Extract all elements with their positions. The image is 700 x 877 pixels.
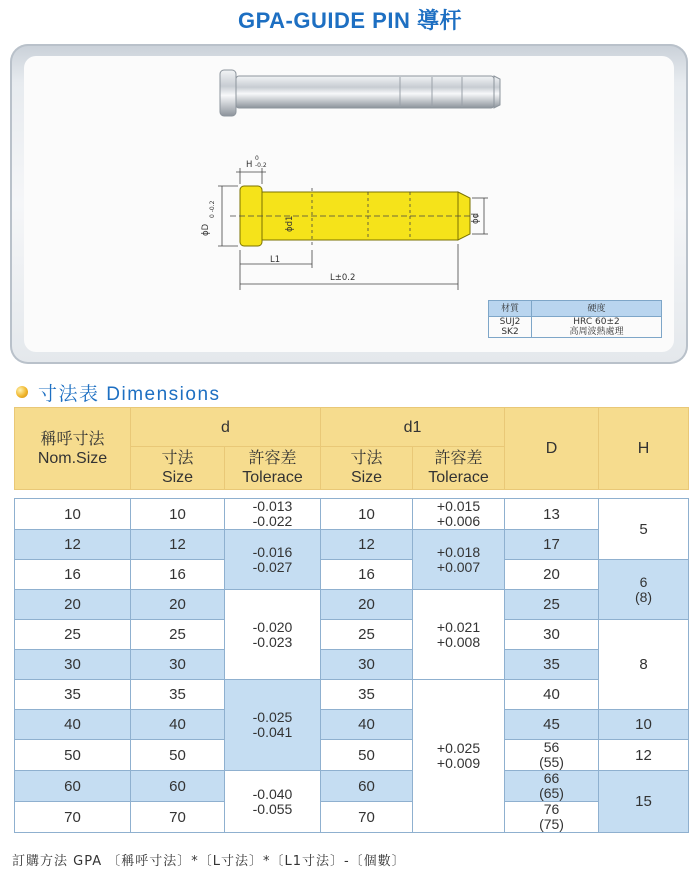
dimensions-table (14, 407, 689, 833)
big-d-value: 56 (543, 739, 560, 755)
d1-size-cell: 12 (321, 530, 413, 560)
phi-d-label: ϕd (471, 212, 481, 224)
d1-size-cell: 30 (321, 650, 413, 680)
l1-label: L1 (270, 255, 281, 265)
tol-upper: -0.025 (252, 709, 293, 725)
d-size-cell: 35 (131, 680, 225, 710)
h-cell: 12 (599, 740, 689, 771)
hardness-cell (532, 317, 662, 338)
d-tol-cell (225, 680, 321, 771)
big-d-cell (505, 771, 599, 802)
nom-size-cell: 70 (15, 802, 131, 833)
big-d-cell: 13 (505, 499, 599, 530)
header-size-en: Size (350, 469, 383, 486)
big-d-cell: 40 (505, 680, 599, 710)
big-d-value: 66 (543, 770, 560, 786)
nom-size-cell: 40 (15, 710, 131, 740)
header-d-size (131, 447, 225, 490)
tol-upper: -0.013 (252, 498, 293, 514)
d-size-cell: 10 (131, 499, 225, 530)
header-tol-en: Tolerace (428, 469, 489, 486)
h-cell: 5 (599, 499, 689, 560)
d1-tol-cell (413, 590, 505, 680)
h-cell: 8 (599, 620, 689, 710)
h-label: H (246, 160, 253, 170)
d-size-cell: 40 (131, 710, 225, 740)
material-sk2: SK2 (501, 327, 519, 337)
d-size-cell: 12 (131, 530, 225, 560)
table-row (15, 771, 689, 802)
header-d: d (131, 408, 321, 447)
phi-big-d-tol: 0 -0.2 (209, 200, 216, 218)
table-row (15, 590, 689, 620)
big-d-alt: (55) (539, 754, 564, 770)
tol-lower: +0.006 (436, 513, 481, 529)
hardness-treatment: 高周波熱處理 (569, 327, 624, 337)
tol-upper: +0.025 (436, 740, 481, 756)
d1-size-cell: 25 (321, 620, 413, 650)
header-size-en: Size (161, 469, 194, 486)
pin-photo (220, 70, 500, 116)
big-d-cell: 17 (505, 530, 599, 560)
table-row (15, 680, 689, 710)
d1-size-cell: 16 (321, 560, 413, 590)
material-header: 材質 (489, 301, 532, 317)
table-row (15, 560, 689, 590)
d-size-cell: 16 (131, 560, 225, 590)
nom-size-cell: 20 (15, 590, 131, 620)
big-d-cell (505, 740, 599, 771)
nom-size-cell: 35 (15, 680, 131, 710)
big-d-alt: (65) (539, 785, 564, 801)
big-d-cell: 45 (505, 710, 599, 740)
header-big-d: D (505, 408, 599, 490)
table-row (15, 650, 689, 680)
section-title: 寸法表 Dimensions (38, 383, 221, 405)
header-tol-cn: 許容差 (248, 450, 297, 467)
nom-size-cell: 25 (15, 620, 131, 650)
tol-upper: +0.015 (436, 498, 481, 514)
header-d-tol (225, 447, 321, 490)
header-nom-size (15, 408, 131, 490)
d1-tol-cell (413, 499, 505, 530)
header-d1: d1 (321, 408, 505, 447)
d-tol-cell (225, 771, 321, 833)
tol-lower: -0.041 (252, 724, 293, 740)
bullet-icon (16, 386, 28, 398)
h-value: 6 (639, 573, 648, 590)
page-title: GPA-GUIDE PIN 導杆 (238, 8, 462, 33)
tol-upper: -0.016 (252, 543, 293, 560)
header-size-cn: 寸法 (161, 450, 194, 467)
big-d-alt: (75) (539, 816, 564, 832)
d1-size-cell: 60 (321, 771, 413, 802)
d-size-cell: 50 (131, 740, 225, 771)
d1-tol-cell (413, 680, 505, 833)
header-nom-en: Nom.Size (37, 449, 108, 467)
h-cell: 10 (599, 710, 689, 740)
header-size-cn: 寸法 (350, 450, 383, 467)
table-row (15, 740, 689, 771)
d-size-cell: 30 (131, 650, 225, 680)
header-nom-cn: 稱呼寸法 (40, 430, 105, 448)
table-row (15, 802, 689, 833)
d-size-cell: 25 (131, 620, 225, 650)
big-d-cell (505, 802, 599, 833)
nom-size-cell: 10 (15, 499, 131, 530)
d-tol-cell (225, 499, 321, 530)
nom-size-cell: 12 (15, 530, 131, 560)
d1-size-cell: 50 (321, 740, 413, 771)
nom-size-cell: 60 (15, 771, 131, 802)
table-row (15, 499, 689, 530)
hardness-table (488, 300, 662, 338)
table-row (15, 530, 689, 560)
big-d-cell: 25 (505, 590, 599, 620)
big-d-value: 76 (543, 801, 560, 817)
d-size-cell: 70 (131, 802, 225, 833)
d1-tol-cell (413, 530, 505, 590)
nom-size-cell: 30 (15, 650, 131, 680)
big-d-cell: 35 (505, 650, 599, 680)
d1-size-cell: 35 (321, 680, 413, 710)
table-row (15, 710, 689, 740)
tol-upper: -0.020 (252, 618, 293, 635)
header-d1-tol (413, 447, 505, 490)
header-tol-cn: 許容差 (434, 450, 483, 467)
tol-lower: -0.023 (252, 633, 293, 650)
material-suj2: SUJ2 (499, 317, 521, 327)
tol-upper: -0.040 (252, 785, 293, 802)
nom-size-cell: 50 (15, 740, 131, 771)
tol-lower: -0.027 (252, 558, 293, 575)
header-h: H (599, 408, 689, 490)
tol-lower: -0.022 (252, 513, 293, 529)
h-cell: 15 (599, 771, 689, 833)
d1-size-cell: 10 (321, 499, 413, 530)
big-d-cell: 30 (505, 620, 599, 650)
hardness-hrc: HRC 60±2 (573, 317, 620, 327)
tol-lower: -0.055 (252, 800, 293, 817)
h-lower-tol: -0.2 (255, 162, 267, 169)
order-method-note: 訂購方法 GPA 〔稱呼寸法〕*〔L寸法〕*〔L1寸法〕-〔個數〕 (12, 854, 406, 869)
d-size-cell: 60 (131, 771, 225, 802)
d-tol-cell (225, 590, 321, 680)
l-label: L±0.2 (330, 273, 356, 283)
phi-big-d-label: ϕD (201, 223, 211, 236)
d1-size-cell: 20 (321, 590, 413, 620)
material-cell (489, 317, 532, 338)
nom-size-cell: 16 (15, 560, 131, 590)
pin-drawing (240, 186, 470, 246)
h-upper-tol: 0 (255, 155, 259, 162)
d1-size-cell: 40 (321, 710, 413, 740)
big-d-cell: 20 (505, 560, 599, 590)
tol-lower: +0.007 (436, 558, 481, 575)
header-tol-en: Tolerace (242, 469, 303, 486)
tol-upper: +0.018 (436, 543, 481, 560)
d1-size-cell: 70 (321, 802, 413, 833)
dimensions-section-header (16, 378, 221, 406)
phi-d1-label: ϕd1 (285, 215, 295, 232)
d-tol-cell (225, 530, 321, 590)
header-d1-size (321, 447, 413, 490)
hardness-header: 硬度 (532, 301, 662, 317)
table-row (15, 620, 689, 650)
h-alt: (8) (634, 588, 653, 605)
tol-lower: +0.008 (436, 633, 481, 650)
d-size-cell: 20 (131, 590, 225, 620)
tol-upper: +0.021 (436, 618, 481, 635)
tol-lower: +0.009 (436, 755, 481, 771)
h-cell (599, 560, 689, 620)
